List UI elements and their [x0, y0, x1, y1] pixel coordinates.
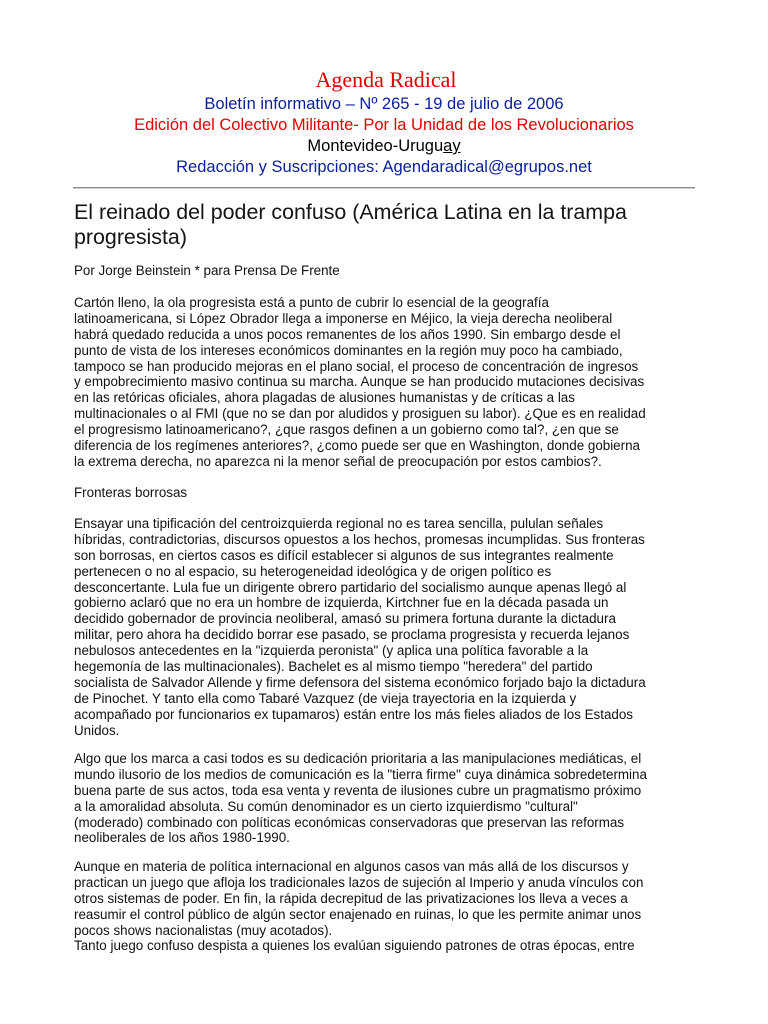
- paragraph-line: acompañado por funcionarios ex tupamaros) están entre los más fieles aliados de los Estados: [74, 706, 634, 722]
- horizontal-divider: [73, 187, 695, 189]
- paragraph-line: en las retóricas oficiales, ahora plagadas de alusiones humanistas y de críticas a las: [74, 390, 575, 406]
- paragraph-line: nebulosos antecedentes en la "izquierda peronista" (y aplica una política favorable a la: [74, 643, 589, 659]
- paragraph-line: a la amoralidad absoluta. Su común denominador es un cierto izquierdismo "cultural": [74, 798, 578, 814]
- paragraph-line: Aunque en materia de política internacional en algunos casos van más allá de los discursos y: [74, 859, 629, 874]
- location-main: Montevideo-Urugu: [307, 137, 444, 155]
- paragraph-line: militar, pero ahora ha decidido borrar ese pasado, se proclama progresista y recuerda lejanos: [74, 627, 630, 643]
- paragraph-line: otros sistemas de poder. En fin, la rápida decrepitud de las privatizaciones los lleva a veces a: [74, 890, 628, 906]
- paragraph-line: diferencia de los regímenes anteriores?, ¿como puede ser que en Washington, donde gobierna: [74, 438, 640, 454]
- paragraph-line: Ensayar una tipificación del centroizquierda regional no es tarea sencilla, pululan señales: [74, 516, 604, 531]
- paragraph-line: decidido gobernador de provincia neoliberal, amasó su primera fortuna durante la dictadura: [74, 611, 616, 627]
- paragraph-line: tampoco se han producido mejoras en el plano social, el proceso de concentración de ingresos: [74, 358, 639, 374]
- article-paragraph: [74, 295, 714, 470]
- masthead: [0, 66, 768, 178]
- paragraph-line: y empobrecimiento masivo continua su marcha. Aunque se han producido mutaciones decisivas: [74, 374, 645, 390]
- paragraph-line: híbridas, contradictorias, discursos opuestos a los hechos, promesas incumplidas. Sus fronteras: [74, 531, 645, 547]
- paragraph-line: Algo que los marca a casi todos es su dedicación prioritaria a las manipulaciones mediáticas, el: [74, 751, 642, 766]
- paragraph-line: Tanto juego confuso despista a quienes los evalúan siguiendo patrones de otras épocas, entre: [74, 938, 635, 954]
- paragraph-line: la extrema derecha, no aparezca ni la menor señal de preocupación por estos cambios?.: [74, 453, 602, 469]
- paragraph-line: socialista de Salvador Allende y firme defensora del sistema económico forjado bajo la dictadura: [74, 674, 646, 690]
- article-title: El reinado del poder confuso (América Latina en la trampa progresista): [74, 200, 627, 249]
- paragraph-line: desconcertante. Lula fue un dirigente obrero partidario del socialismo aunque apenas llegó al: [74, 579, 627, 595]
- paragraph-line: latinoamericana, si López Obrador llega a imponerse en Méjico, la vieja derecha neoliberal: [74, 310, 613, 326]
- paragraph-line: reasumir el control público de algún sector enajenado en ruinas, lo que les permite animar unos: [74, 906, 642, 922]
- edition-line: Edición del Colectivo Militante- Por la Unidad de los Revolucionarios: [134, 116, 634, 134]
- paragraph-line: Cartón lleno, la ola progresista está a punto de cubrir lo esencial de la geografía: [74, 295, 549, 310]
- paragraph-line: el progresismo latinoamericano?, ¿que rasgos definen a un gobierno como tal?, ¿en que se: [74, 422, 619, 438]
- contact-line: Redacción y Suscripciones: Agendaradical@egrupos.net: [176, 158, 592, 176]
- paragraph-line: hegemonía de las multinacionales). Bachelet es al mismo tiempo "heredera" del partido: [74, 659, 593, 675]
- paragraph-line: pocos shows nacionalistas (muy acotados).: [74, 922, 333, 938]
- newsletter-title: Agenda Radical: [315, 67, 457, 92]
- paragraph-line: Unidos.: [74, 722, 120, 738]
- bulletin-line: Boletín informativo – Nº 265 - 19 de julio de 2006: [204, 95, 564, 113]
- paragraph-line: practican un juego que afloja los tradicionales lazos de sujeción al Imperio y anuda vínculos con: [74, 874, 644, 890]
- paragraph-line: multinacionales o al FMI (que no se dan por aludidos y prosiguen su labor). ¿Que es en realidad: [74, 406, 646, 422]
- article-byline: Por Jorge Beinstein * para Prensa De Frente: [74, 263, 340, 278]
- section-heading: [74, 485, 714, 501]
- article-paragraph: [74, 751, 714, 846]
- location-underlined: ay: [443, 137, 461, 155]
- paragraph-line: de Pinochet. Y tanto ella como Tabaré Vazquez (de vieja trayectoria en la izquierda y: [74, 690, 577, 706]
- location-line: [0, 136, 768, 157]
- article-paragraph: [74, 516, 714, 738]
- paragraph-line: habrá quedado reducida a unos pocos remanentes de los años 1990. Sin embargo desde el: [74, 326, 621, 342]
- paragraph-line: son borrosas, en ciertos casos es difícil establecer si algunos de sus integrantes realmente: [74, 547, 614, 563]
- paragraph-line: buena parte de sus actos, toda esa venta y reventa de ilusiones cubre un pragmatismo próximo: [74, 782, 642, 798]
- paragraph-line: pertenecen o no al espacio, su heterogeneidad ideológica y de origen político es: [74, 563, 552, 579]
- section-heading-text: Fronteras borrosas: [74, 485, 188, 500]
- paragraph-line: gobierno aclaró que no era un hombre de izquierda, Kirtchner fue en la década pasada un: [74, 595, 609, 611]
- paragraph-line: punto de vista de los intereses económicos dominantes en la región muy poco ha cambiado,: [74, 342, 623, 358]
- paragraph-line: mundo ilusorio de los medios de comunicación es la "tierra firme" cuya dinámica sobredetermina: [74, 766, 647, 782]
- paragraph-line: (moderado) combinado con políticas económicas conservadoras que preservan las reformas: [74, 814, 625, 830]
- article-paragraph: [74, 859, 714, 954]
- paragraph-line: neoliberales de los años 1980-1990.: [74, 830, 290, 846]
